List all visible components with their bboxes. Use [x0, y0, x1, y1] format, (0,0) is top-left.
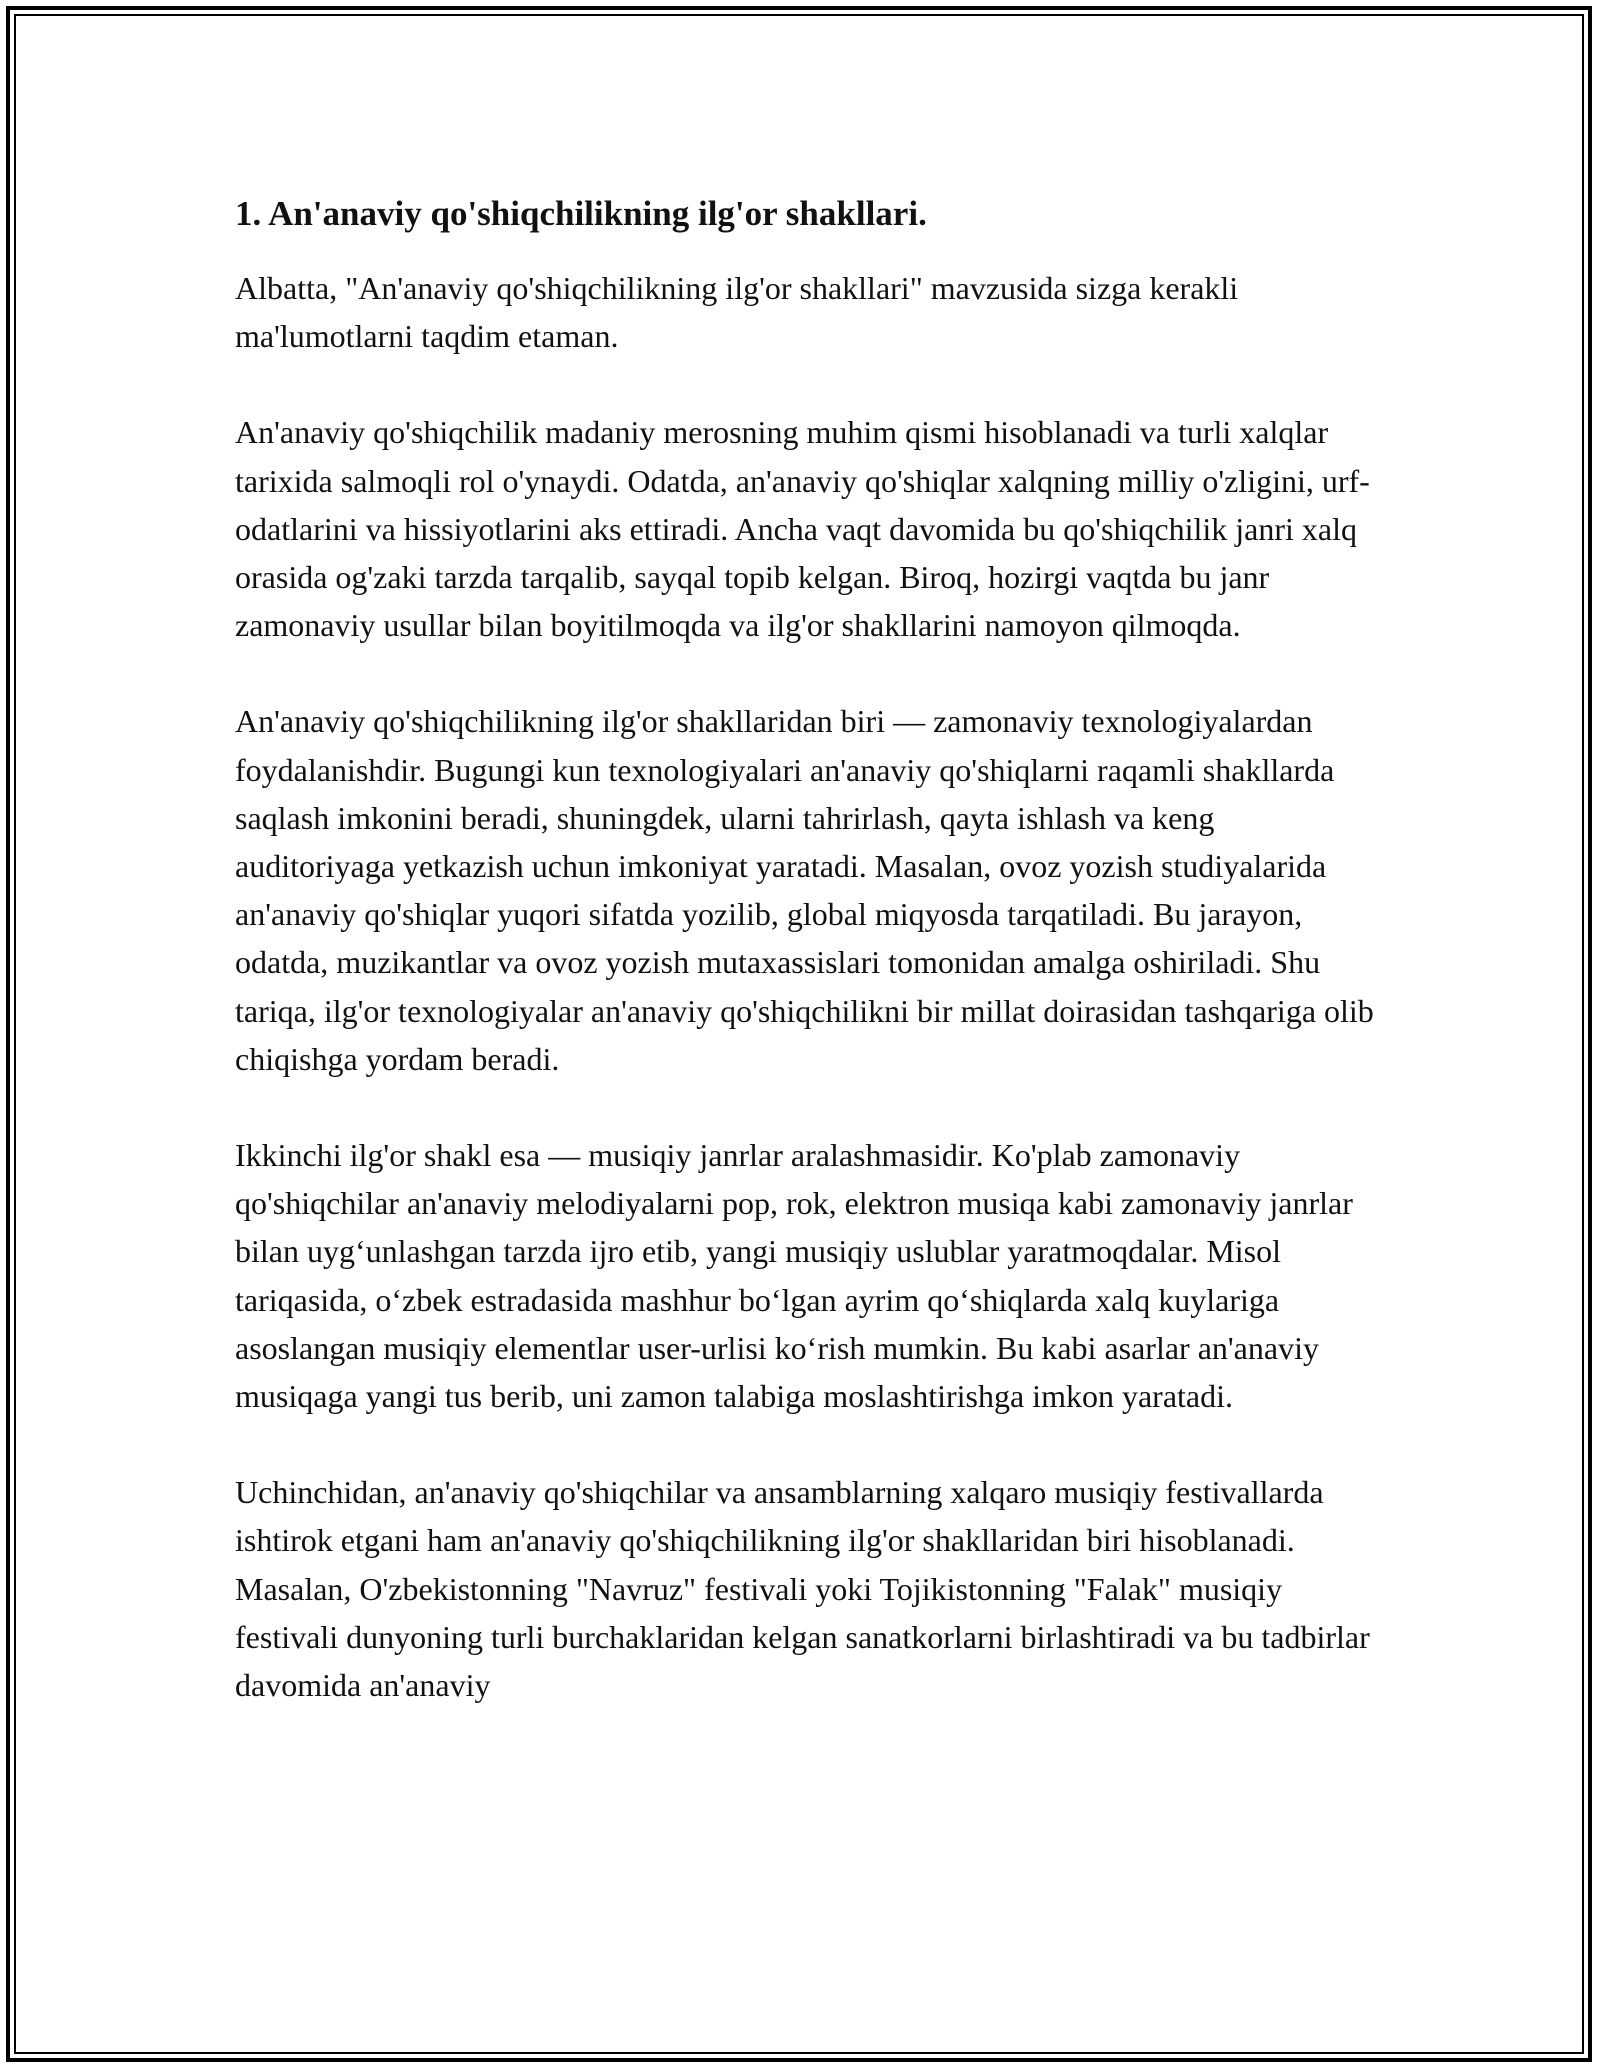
paragraph-festivals: Uchinchidan, an'anaviy qo'shiqchilar va ansamblarning xalqaro musiqiy festivallarda ishtirok etgani ham an'anaviy qo'shiqchilikning ilg'or shakllaridan biri hisoblanadi. Masalan, O'zbekistonning "Navruz" festivali yoki Tojikistonning "Falak" musiqiy festivali dunyoning turli burchaklaridan kelgan sanatkorlarni birlashtiradi va bu tadbirlar davomida an'anaviy	[235, 1474, 1370, 1704]
document-heading: 1. An'anaviy qo'shiqchilikning ilg'or shakllari.	[235, 194, 927, 233]
paragraph-intro: Albatta, "An'anaviy qo'shiqchilikning ilg'or shakllari" mavzusida sizga kerakli ma'lumotlarni taqdim etaman.	[235, 270, 1239, 355]
paragraph-genre-mix: Ikkinchi ilg'or shakl esa — musiqiy janrlar aralashmasidir. Ko'plab zamonaviy qo'shiqchilar an'anaviy melodiyalarni pop, rok, elektron musiqa kabi zamonaviy janrlar bilan uyg‘unlashgan tarzda ijro etib, yangi musiqiy uslublar yaratmoqdalar. Misol tariqasida, o‘zbek estradasida mashhur bo‘lgan ayrim qo‘shiqlarda xalq kuylariga asoslangan musiqiy elementlar user-urlisi ko‘rish mumkin. Bu kabi asarlar an'anaviy musiqaga yangi tus berib, uni zamon talabiga moslashtirishga imkon yaratadi.	[235, 1137, 1353, 1415]
document-body	[235, 188, 1375, 1757]
paragraph-tradition: An'anaviy qo'shiqchilik madaniy merosning muhim qismi hisoblanadi va turli xalqlar tarixida salmoqli rol o'ynaydi. Odatda, an'anaviy qo'shiqlar xalqning milliy o'zligini, urf-odatlarini va hissiyotlarini aks ettiradi. Ancha vaqt davomida bu qo'shiqchilik janri xalq orasida og'zaki tarzda tarqalib, sayqal topib kelgan. Biroq, hozirgi vaqtda bu janr zamonaviy usullar bilan boyitilmoqda va ilg'or shakllarini namoyon qilmoqda.	[235, 414, 1370, 644]
paragraph-technology: An'anaviy qo'shiqchilikning ilg'or shakllaridan biri — zamonaviy texnologiyalardan foydalanishdir. Bugungi kun texnologiyalari an'anaviy qo'shiqlarni raqamli shakllarda saqlash imkonini beradi, shuningdek, ularni tahrirlash, qayta ishlash va keng auditoriyaga yetkazish uchun imkoniyat yaratadi. Masalan, ovoz yozish studiyalarida an'anaviy qo'shiqlar yuqori sifatda yozilib, global miqyosda tarqatiladi. Bu jarayon, odatda, muzikantlar va ovoz yozish mutaxassislari tomonidan amalga oshiriladi. Shu tariqa, ilg'or texnologiyalar an'anaviy qo'shiqchilikni bir millat doirasidan tashqariga olib chiqishga yordam beradi.	[235, 703, 1374, 1077]
